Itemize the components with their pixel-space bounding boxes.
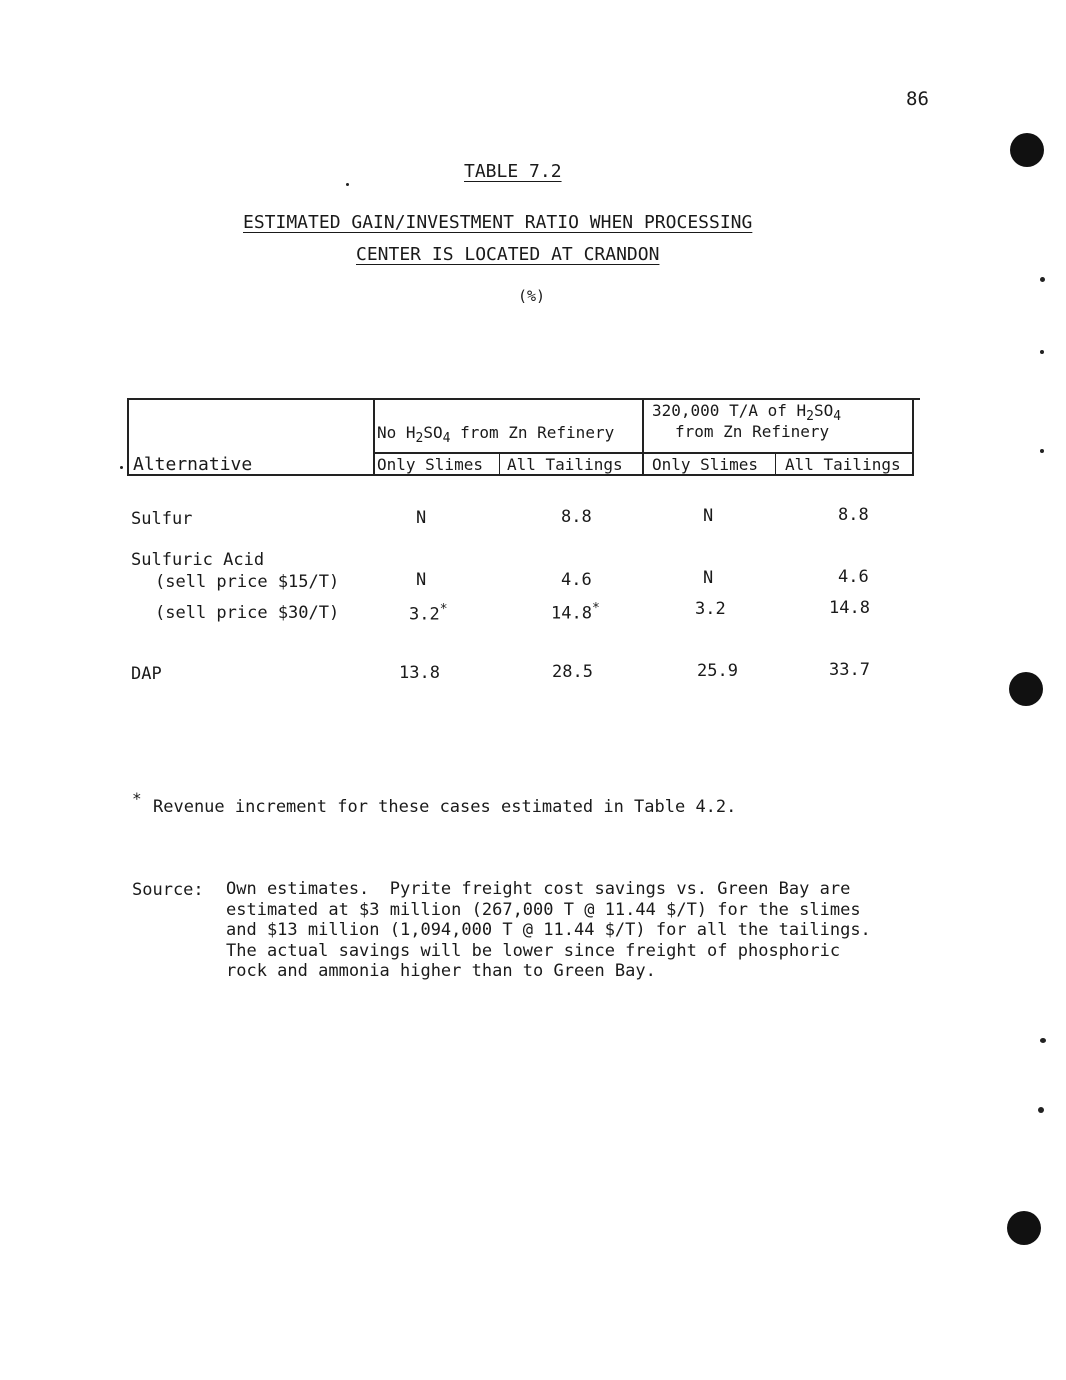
scan-speck-icon: [346, 183, 349, 186]
scan-speck-icon: [1040, 1038, 1046, 1043]
table-left-border: [127, 398, 129, 476]
cell-sell15-slimes1: N: [416, 570, 427, 590]
footnote-mark: *: [439, 602, 448, 617]
source-text: [226, 879, 871, 982]
cell-sulfur-tailings1: 8.8: [561, 507, 592, 527]
cell-sell30-tailings2: 14.8: [829, 598, 870, 618]
footnote-text: Revenue increment for these cases estimated in Table 4.2.: [153, 797, 737, 817]
footnote-star: *: [132, 789, 142, 808]
scan-speck-icon: [1040, 449, 1044, 453]
row-label-dap: DAP: [131, 664, 162, 684]
source-line: and $13 million (1,094,000 T @ 11.44 $/T) for all the tailings.: [226, 920, 871, 940]
scan-speck-icon: [1040, 277, 1045, 282]
binder-hole-icon: [1007, 1211, 1041, 1245]
header-group1: No $H_2SO_4$ from Zn Refinery: [377, 423, 615, 447]
subheader-all-tailings-2: All Tailings: [785, 455, 901, 474]
scan-speck-icon: [1040, 350, 1044, 354]
cell-sell15-slimes2: N: [703, 568, 714, 588]
table-divider-alt: [373, 398, 375, 476]
subheader-only-slimes-1: Only Slimes: [377, 455, 483, 474]
source-line: The actual savings will be lower since freight of phosphoric: [226, 940, 841, 961]
table-title-line2: CENTER IS LOCATED AT CRANDON: [356, 244, 660, 265]
cell-dap-tailings2: 33.7: [829, 660, 870, 680]
table-right-border: [912, 398, 914, 476]
table-subcol-divider-1: [499, 454, 500, 474]
source-line: estimated at $3 million (267,000 T @ 11.44 $/T) for the slimes: [226, 899, 861, 920]
scan-speck-icon: [120, 466, 123, 469]
source-line: rock and ammonia higher than to Green Bay.: [226, 961, 656, 981]
cell-sell15-tailings1: 4.6: [561, 570, 592, 590]
source-line: Own estimates. Pyrite freight cost savings vs. Green Bay are: [226, 879, 851, 899]
units-label: (%): [518, 287, 546, 305]
scan-speck-icon: [1038, 1107, 1044, 1113]
cell-sell15-tailings2: 4.6: [838, 567, 869, 587]
page-number: 86: [906, 88, 929, 110]
cell-dap-tailings1: 28.5: [552, 662, 593, 682]
cell-sell30-slimes2: 3.2: [695, 599, 726, 619]
source-label: Source:: [132, 880, 204, 900]
binder-hole-icon: [1010, 133, 1044, 167]
footnote-mark: *: [591, 601, 600, 616]
table-subheader-rule: [373, 452, 914, 454]
subheader-all-tailings-1: All Tailings: [507, 455, 623, 474]
cell-sulfur-slimes2: N: [703, 506, 714, 526]
cell-sulfur-slimes1: N: [416, 508, 427, 528]
header-group2-line1: 320,000 T/A of $H_2SO_4$: [652, 401, 842, 425]
cell-sulfur-tailings2: 8.8: [838, 505, 869, 525]
subheader-only-slimes-2: Only Slimes: [652, 455, 758, 474]
row-label-sell30: (sell price $30/T): [155, 603, 340, 623]
header-alternative: Alternative: [133, 454, 253, 475]
table-top-border: [127, 398, 920, 400]
header-group2-line2: from Zn Refinery: [675, 422, 830, 441]
table-label: TABLE 7.2: [464, 161, 562, 182]
table-subcol-divider-2: [775, 454, 776, 474]
cell-sell30-slimes1: 3.2*: [409, 602, 448, 625]
table-title-line1: ESTIMATED GAIN/INVESTMENT RATIO WHEN PROCESSING: [243, 212, 753, 233]
row-label-sulfur: Sulfur: [131, 509, 193, 529]
cell-dap-slimes1: 13.8: [399, 663, 440, 683]
cell-sell30-tailings1: 14.8*: [551, 601, 600, 624]
row-label-sulfuric-acid: Sulfuric Acid: [131, 550, 265, 570]
binder-hole-icon: [1009, 672, 1043, 706]
row-label-sell15: (sell price $15/T): [155, 572, 340, 592]
table-divider-group: [642, 398, 644, 476]
cell-dap-slimes2: 25.9: [697, 661, 738, 681]
